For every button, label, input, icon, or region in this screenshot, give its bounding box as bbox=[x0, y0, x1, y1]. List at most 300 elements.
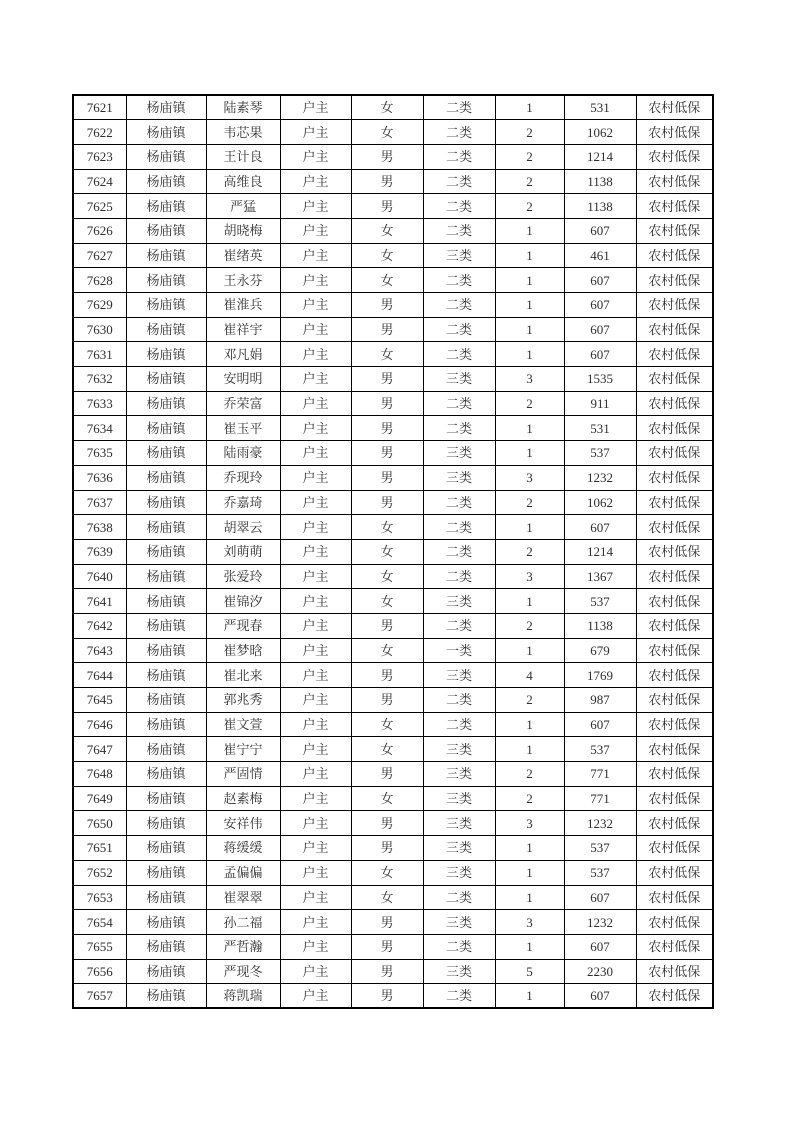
cell-gender: 男 bbox=[351, 367, 423, 392]
table-row bbox=[73, 984, 713, 1009]
cell-benefit-type: 农村低保 bbox=[636, 786, 713, 811]
cell-gender: 女 bbox=[351, 860, 423, 885]
cell-name: 乔荣富 bbox=[206, 391, 280, 416]
cell-name: 刘萌萌 bbox=[206, 539, 280, 564]
cell-category: 三类 bbox=[423, 811, 495, 836]
cell-amount: 1138 bbox=[564, 169, 636, 194]
cell-amount: 771 bbox=[564, 786, 636, 811]
cell-id: 7643 bbox=[73, 638, 126, 663]
cell-town: 杨庙镇 bbox=[126, 762, 206, 787]
cell-gender: 男 bbox=[351, 959, 423, 984]
cell-count: 1 bbox=[495, 342, 564, 367]
cell-relation: 户主 bbox=[280, 441, 351, 466]
cell-benefit-type: 农村低保 bbox=[636, 293, 713, 318]
cell-name: 严猛 bbox=[206, 194, 280, 219]
cell-relation: 户主 bbox=[280, 712, 351, 737]
cell-gender: 女 bbox=[351, 638, 423, 663]
cell-town: 杨庙镇 bbox=[126, 737, 206, 762]
cell-town: 杨庙镇 bbox=[126, 811, 206, 836]
cell-id: 7637 bbox=[73, 490, 126, 515]
cell-town: 杨庙镇 bbox=[126, 317, 206, 342]
cell-relation: 户主 bbox=[280, 786, 351, 811]
cell-category: 二类 bbox=[423, 539, 495, 564]
cell-id: 7628 bbox=[73, 268, 126, 293]
cell-town: 杨庙镇 bbox=[126, 984, 206, 1009]
cell-benefit-type: 农村低保 bbox=[636, 910, 713, 935]
cell-relation: 户主 bbox=[280, 934, 351, 959]
cell-amount: 607 bbox=[564, 218, 636, 243]
cell-category: 二类 bbox=[423, 120, 495, 145]
cell-amount: 1535 bbox=[564, 367, 636, 392]
cell-name: 蒋缓缓 bbox=[206, 836, 280, 861]
cell-count: 1 bbox=[495, 836, 564, 861]
cell-id: 7624 bbox=[73, 169, 126, 194]
cell-category: 二类 bbox=[423, 984, 495, 1009]
cell-town: 杨庙镇 bbox=[126, 218, 206, 243]
cell-count: 1 bbox=[495, 737, 564, 762]
cell-category: 二类 bbox=[423, 564, 495, 589]
cell-gender: 男 bbox=[351, 984, 423, 1009]
cell-gender: 女 bbox=[351, 712, 423, 737]
cell-relation: 户主 bbox=[280, 169, 351, 194]
roster-table-container bbox=[72, 94, 712, 1009]
cell-benefit-type: 农村低保 bbox=[636, 367, 713, 392]
cell-name: 崔北来 bbox=[206, 663, 280, 688]
cell-amount: 1232 bbox=[564, 811, 636, 836]
cell-name: 崔淮兵 bbox=[206, 293, 280, 318]
cell-relation: 户主 bbox=[280, 95, 351, 120]
cell-name: 严固情 bbox=[206, 762, 280, 787]
cell-town: 杨庙镇 bbox=[126, 613, 206, 638]
cell-count: 1 bbox=[495, 860, 564, 885]
cell-category: 二类 bbox=[423, 416, 495, 441]
cell-name: 孟偏偏 bbox=[206, 860, 280, 885]
cell-gender: 女 bbox=[351, 737, 423, 762]
cell-relation: 户主 bbox=[280, 416, 351, 441]
cell-id: 7632 bbox=[73, 367, 126, 392]
cell-amount: 1138 bbox=[564, 613, 636, 638]
table-row bbox=[73, 243, 713, 268]
cell-name: 张爱玲 bbox=[206, 564, 280, 589]
cell-gender: 女 bbox=[351, 885, 423, 910]
table-row bbox=[73, 441, 713, 466]
cell-name: 孙二福 bbox=[206, 910, 280, 935]
cell-amount: 607 bbox=[564, 885, 636, 910]
cell-category: 三类 bbox=[423, 441, 495, 466]
cell-id: 7641 bbox=[73, 589, 126, 614]
cell-amount: 607 bbox=[564, 342, 636, 367]
cell-benefit-type: 农村低保 bbox=[636, 539, 713, 564]
cell-count: 1 bbox=[495, 589, 564, 614]
cell-relation: 户主 bbox=[280, 688, 351, 713]
cell-relation: 户主 bbox=[280, 836, 351, 861]
table-row bbox=[73, 144, 713, 169]
cell-relation: 户主 bbox=[280, 144, 351, 169]
cell-name: 韦芯果 bbox=[206, 120, 280, 145]
cell-gender: 男 bbox=[351, 811, 423, 836]
table-row bbox=[73, 515, 713, 540]
cell-gender: 男 bbox=[351, 169, 423, 194]
cell-benefit-type: 农村低保 bbox=[636, 737, 713, 762]
cell-count: 3 bbox=[495, 811, 564, 836]
cell-category: 二类 bbox=[423, 613, 495, 638]
cell-benefit-type: 农村低保 bbox=[636, 638, 713, 663]
cell-town: 杨庙镇 bbox=[126, 910, 206, 935]
cell-category: 三类 bbox=[423, 860, 495, 885]
table-row bbox=[73, 762, 713, 787]
cell-relation: 户主 bbox=[280, 663, 351, 688]
cell-id: 7629 bbox=[73, 293, 126, 318]
cell-town: 杨庙镇 bbox=[126, 836, 206, 861]
cell-amount: 2230 bbox=[564, 959, 636, 984]
cell-relation: 户主 bbox=[280, 984, 351, 1009]
cell-count: 2 bbox=[495, 120, 564, 145]
cell-benefit-type: 农村低保 bbox=[636, 144, 713, 169]
cell-town: 杨庙镇 bbox=[126, 515, 206, 540]
cell-id: 7651 bbox=[73, 836, 126, 861]
cell-gender: 男 bbox=[351, 194, 423, 219]
cell-town: 杨庙镇 bbox=[126, 144, 206, 169]
cell-relation: 户主 bbox=[280, 885, 351, 910]
cell-count: 2 bbox=[495, 786, 564, 811]
cell-name: 严现冬 bbox=[206, 959, 280, 984]
cell-count: 1 bbox=[495, 515, 564, 540]
cell-amount: 1367 bbox=[564, 564, 636, 589]
cell-count: 4 bbox=[495, 663, 564, 688]
table-row bbox=[73, 688, 713, 713]
cell-gender: 女 bbox=[351, 120, 423, 145]
cell-gender: 男 bbox=[351, 836, 423, 861]
cell-count: 1 bbox=[495, 984, 564, 1009]
cell-id: 7649 bbox=[73, 786, 126, 811]
cell-amount: 1232 bbox=[564, 910, 636, 935]
cell-count: 2 bbox=[495, 194, 564, 219]
roster-table-body bbox=[73, 95, 713, 1008]
cell-id: 7623 bbox=[73, 144, 126, 169]
cell-count: 1 bbox=[495, 317, 564, 342]
table-row bbox=[73, 194, 713, 219]
cell-category: 三类 bbox=[423, 663, 495, 688]
cell-amount: 607 bbox=[564, 293, 636, 318]
table-row bbox=[73, 613, 713, 638]
cell-relation: 户主 bbox=[280, 120, 351, 145]
cell-name: 邓凡娟 bbox=[206, 342, 280, 367]
cell-benefit-type: 农村低保 bbox=[636, 959, 713, 984]
cell-town: 杨庙镇 bbox=[126, 712, 206, 737]
cell-amount: 607 bbox=[564, 984, 636, 1009]
cell-town: 杨庙镇 bbox=[126, 95, 206, 120]
cell-name: 崔宁宁 bbox=[206, 737, 280, 762]
cell-category: 二类 bbox=[423, 342, 495, 367]
cell-name: 乔嘉琦 bbox=[206, 490, 280, 515]
cell-benefit-type: 农村低保 bbox=[636, 120, 713, 145]
table-row bbox=[73, 342, 713, 367]
cell-name: 赵素梅 bbox=[206, 786, 280, 811]
cell-benefit-type: 农村低保 bbox=[636, 465, 713, 490]
cell-count: 1 bbox=[495, 712, 564, 737]
table-row bbox=[73, 465, 713, 490]
cell-benefit-type: 农村低保 bbox=[636, 589, 713, 614]
cell-relation: 户主 bbox=[280, 613, 351, 638]
cell-gender: 女 bbox=[351, 243, 423, 268]
cell-gender: 女 bbox=[351, 564, 423, 589]
cell-amount: 1214 bbox=[564, 539, 636, 564]
cell-relation: 户主 bbox=[280, 638, 351, 663]
cell-id: 7650 bbox=[73, 811, 126, 836]
cell-town: 杨庙镇 bbox=[126, 638, 206, 663]
cell-town: 杨庙镇 bbox=[126, 243, 206, 268]
cell-gender: 男 bbox=[351, 317, 423, 342]
cell-benefit-type: 农村低保 bbox=[636, 984, 713, 1009]
cell-category: 三类 bbox=[423, 465, 495, 490]
cell-id: 7645 bbox=[73, 688, 126, 713]
cell-count: 3 bbox=[495, 910, 564, 935]
cell-gender: 男 bbox=[351, 441, 423, 466]
cell-gender: 男 bbox=[351, 663, 423, 688]
cell-town: 杨庙镇 bbox=[126, 169, 206, 194]
table-row bbox=[73, 293, 713, 318]
cell-name: 王永芬 bbox=[206, 268, 280, 293]
table-row bbox=[73, 589, 713, 614]
cell-town: 杨庙镇 bbox=[126, 934, 206, 959]
cell-count: 1 bbox=[495, 293, 564, 318]
cell-count: 2 bbox=[495, 144, 564, 169]
cell-relation: 户主 bbox=[280, 762, 351, 787]
cell-gender: 女 bbox=[351, 786, 423, 811]
cell-relation: 户主 bbox=[280, 490, 351, 515]
cell-town: 杨庙镇 bbox=[126, 564, 206, 589]
cell-name: 严哲瀚 bbox=[206, 934, 280, 959]
cell-category: 二类 bbox=[423, 885, 495, 910]
cell-benefit-type: 农村低保 bbox=[636, 416, 713, 441]
cell-id: 7633 bbox=[73, 391, 126, 416]
cell-relation: 户主 bbox=[280, 342, 351, 367]
cell-category: 三类 bbox=[423, 786, 495, 811]
cell-id: 7636 bbox=[73, 465, 126, 490]
cell-benefit-type: 农村低保 bbox=[636, 391, 713, 416]
cell-id: 7630 bbox=[73, 317, 126, 342]
cell-benefit-type: 农村低保 bbox=[636, 95, 713, 120]
cell-amount: 1214 bbox=[564, 144, 636, 169]
cell-count: 3 bbox=[495, 367, 564, 392]
cell-amount: 1062 bbox=[564, 120, 636, 145]
cell-gender: 女 bbox=[351, 218, 423, 243]
cell-gender: 男 bbox=[351, 762, 423, 787]
cell-name: 王计良 bbox=[206, 144, 280, 169]
cell-town: 杨庙镇 bbox=[126, 539, 206, 564]
cell-relation: 户主 bbox=[280, 317, 351, 342]
table-row bbox=[73, 737, 713, 762]
cell-gender: 男 bbox=[351, 391, 423, 416]
table-row bbox=[73, 860, 713, 885]
cell-amount: 607 bbox=[564, 934, 636, 959]
cell-amount: 537 bbox=[564, 589, 636, 614]
cell-id: 7640 bbox=[73, 564, 126, 589]
cell-gender: 男 bbox=[351, 934, 423, 959]
cell-relation: 户主 bbox=[280, 737, 351, 762]
cell-count: 5 bbox=[495, 959, 564, 984]
cell-benefit-type: 农村低保 bbox=[636, 712, 713, 737]
cell-category: 三类 bbox=[423, 959, 495, 984]
cell-name: 胡翠云 bbox=[206, 515, 280, 540]
cell-amount: 771 bbox=[564, 762, 636, 787]
table-row bbox=[73, 712, 713, 737]
cell-name: 蒋凯瑞 bbox=[206, 984, 280, 1009]
cell-id: 7639 bbox=[73, 539, 126, 564]
cell-id: 7656 bbox=[73, 959, 126, 984]
cell-benefit-type: 农村低保 bbox=[636, 194, 713, 219]
cell-amount: 537 bbox=[564, 441, 636, 466]
cell-relation: 户主 bbox=[280, 860, 351, 885]
cell-benefit-type: 农村低保 bbox=[636, 564, 713, 589]
cell-id: 7655 bbox=[73, 934, 126, 959]
cell-category: 三类 bbox=[423, 367, 495, 392]
cell-benefit-type: 农村低保 bbox=[636, 268, 713, 293]
cell-category: 二类 bbox=[423, 268, 495, 293]
cell-count: 1 bbox=[495, 934, 564, 959]
cell-town: 杨庙镇 bbox=[126, 465, 206, 490]
table-row bbox=[73, 663, 713, 688]
cell-count: 1 bbox=[495, 885, 564, 910]
table-row bbox=[73, 959, 713, 984]
cell-name: 安祥伟 bbox=[206, 811, 280, 836]
cell-category: 二类 bbox=[423, 144, 495, 169]
cell-count: 2 bbox=[495, 762, 564, 787]
table-row bbox=[73, 885, 713, 910]
cell-gender: 女 bbox=[351, 95, 423, 120]
cell-count: 1 bbox=[495, 638, 564, 663]
cell-count: 1 bbox=[495, 243, 564, 268]
cell-town: 杨庙镇 bbox=[126, 120, 206, 145]
cell-gender: 男 bbox=[351, 688, 423, 713]
cell-relation: 户主 bbox=[280, 218, 351, 243]
table-row bbox=[73, 95, 713, 120]
cell-name: 崔玉平 bbox=[206, 416, 280, 441]
cell-town: 杨庙镇 bbox=[126, 194, 206, 219]
cell-relation: 户主 bbox=[280, 564, 351, 589]
cell-amount: 1232 bbox=[564, 465, 636, 490]
table-row bbox=[73, 836, 713, 861]
cell-id: 7657 bbox=[73, 984, 126, 1009]
cell-category: 二类 bbox=[423, 934, 495, 959]
cell-town: 杨庙镇 bbox=[126, 441, 206, 466]
cell-town: 杨庙镇 bbox=[126, 663, 206, 688]
cell-count: 2 bbox=[495, 539, 564, 564]
cell-relation: 户主 bbox=[280, 367, 351, 392]
cell-benefit-type: 农村低保 bbox=[636, 243, 713, 268]
table-row bbox=[73, 934, 713, 959]
cell-amount: 537 bbox=[564, 860, 636, 885]
table-row bbox=[73, 169, 713, 194]
table-row bbox=[73, 811, 713, 836]
cell-id: 7647 bbox=[73, 737, 126, 762]
table-row bbox=[73, 539, 713, 564]
cell-town: 杨庙镇 bbox=[126, 959, 206, 984]
cell-category: 三类 bbox=[423, 243, 495, 268]
cell-id: 7626 bbox=[73, 218, 126, 243]
cell-relation: 户主 bbox=[280, 811, 351, 836]
cell-count: 1 bbox=[495, 218, 564, 243]
cell-category: 二类 bbox=[423, 391, 495, 416]
cell-town: 杨庙镇 bbox=[126, 342, 206, 367]
cell-id: 7627 bbox=[73, 243, 126, 268]
cell-amount: 1138 bbox=[564, 194, 636, 219]
cell-id: 7621 bbox=[73, 95, 126, 120]
cell-benefit-type: 农村低保 bbox=[636, 688, 713, 713]
table-row bbox=[73, 391, 713, 416]
cell-amount: 531 bbox=[564, 95, 636, 120]
cell-name: 高维良 bbox=[206, 169, 280, 194]
cell-amount: 537 bbox=[564, 836, 636, 861]
roster-table bbox=[72, 94, 714, 1009]
cell-gender: 男 bbox=[351, 144, 423, 169]
cell-amount: 531 bbox=[564, 416, 636, 441]
cell-id: 7654 bbox=[73, 910, 126, 935]
table-row bbox=[73, 367, 713, 392]
cell-category: 二类 bbox=[423, 293, 495, 318]
cell-amount: 607 bbox=[564, 515, 636, 540]
cell-gender: 女 bbox=[351, 589, 423, 614]
cell-name: 陆雨豪 bbox=[206, 441, 280, 466]
cell-id: 7646 bbox=[73, 712, 126, 737]
table-row bbox=[73, 218, 713, 243]
cell-town: 杨庙镇 bbox=[126, 589, 206, 614]
cell-amount: 987 bbox=[564, 688, 636, 713]
cell-amount: 537 bbox=[564, 737, 636, 762]
cell-name: 崔梦晗 bbox=[206, 638, 280, 663]
cell-category: 二类 bbox=[423, 169, 495, 194]
cell-category: 三类 bbox=[423, 910, 495, 935]
cell-town: 杨庙镇 bbox=[126, 391, 206, 416]
cell-category: 三类 bbox=[423, 836, 495, 861]
cell-relation: 户主 bbox=[280, 293, 351, 318]
cell-benefit-type: 农村低保 bbox=[636, 169, 713, 194]
cell-relation: 户主 bbox=[280, 959, 351, 984]
cell-benefit-type: 农村低保 bbox=[636, 860, 713, 885]
cell-name: 郭兆秀 bbox=[206, 688, 280, 713]
cell-category: 二类 bbox=[423, 712, 495, 737]
cell-name: 崔文萱 bbox=[206, 712, 280, 737]
table-row bbox=[73, 317, 713, 342]
cell-name: 严现春 bbox=[206, 613, 280, 638]
cell-gender: 男 bbox=[351, 465, 423, 490]
cell-benefit-type: 农村低保 bbox=[636, 885, 713, 910]
cell-name: 陆素琴 bbox=[206, 95, 280, 120]
cell-amount: 607 bbox=[564, 268, 636, 293]
cell-name: 乔现玲 bbox=[206, 465, 280, 490]
cell-gender: 男 bbox=[351, 613, 423, 638]
cell-relation: 户主 bbox=[280, 465, 351, 490]
cell-category: 二类 bbox=[423, 515, 495, 540]
table-row bbox=[73, 120, 713, 145]
cell-name: 崔祥宇 bbox=[206, 317, 280, 342]
cell-amount: 607 bbox=[564, 712, 636, 737]
cell-town: 杨庙镇 bbox=[126, 786, 206, 811]
cell-gender: 女 bbox=[351, 268, 423, 293]
cell-benefit-type: 农村低保 bbox=[636, 762, 713, 787]
cell-count: 2 bbox=[495, 490, 564, 515]
cell-id: 7638 bbox=[73, 515, 126, 540]
table-row bbox=[73, 564, 713, 589]
cell-town: 杨庙镇 bbox=[126, 367, 206, 392]
cell-amount: 607 bbox=[564, 317, 636, 342]
cell-relation: 户主 bbox=[280, 589, 351, 614]
cell-relation: 户主 bbox=[280, 194, 351, 219]
cell-relation: 户主 bbox=[280, 391, 351, 416]
cell-benefit-type: 农村低保 bbox=[636, 317, 713, 342]
cell-id: 7653 bbox=[73, 885, 126, 910]
cell-count: 2 bbox=[495, 169, 564, 194]
